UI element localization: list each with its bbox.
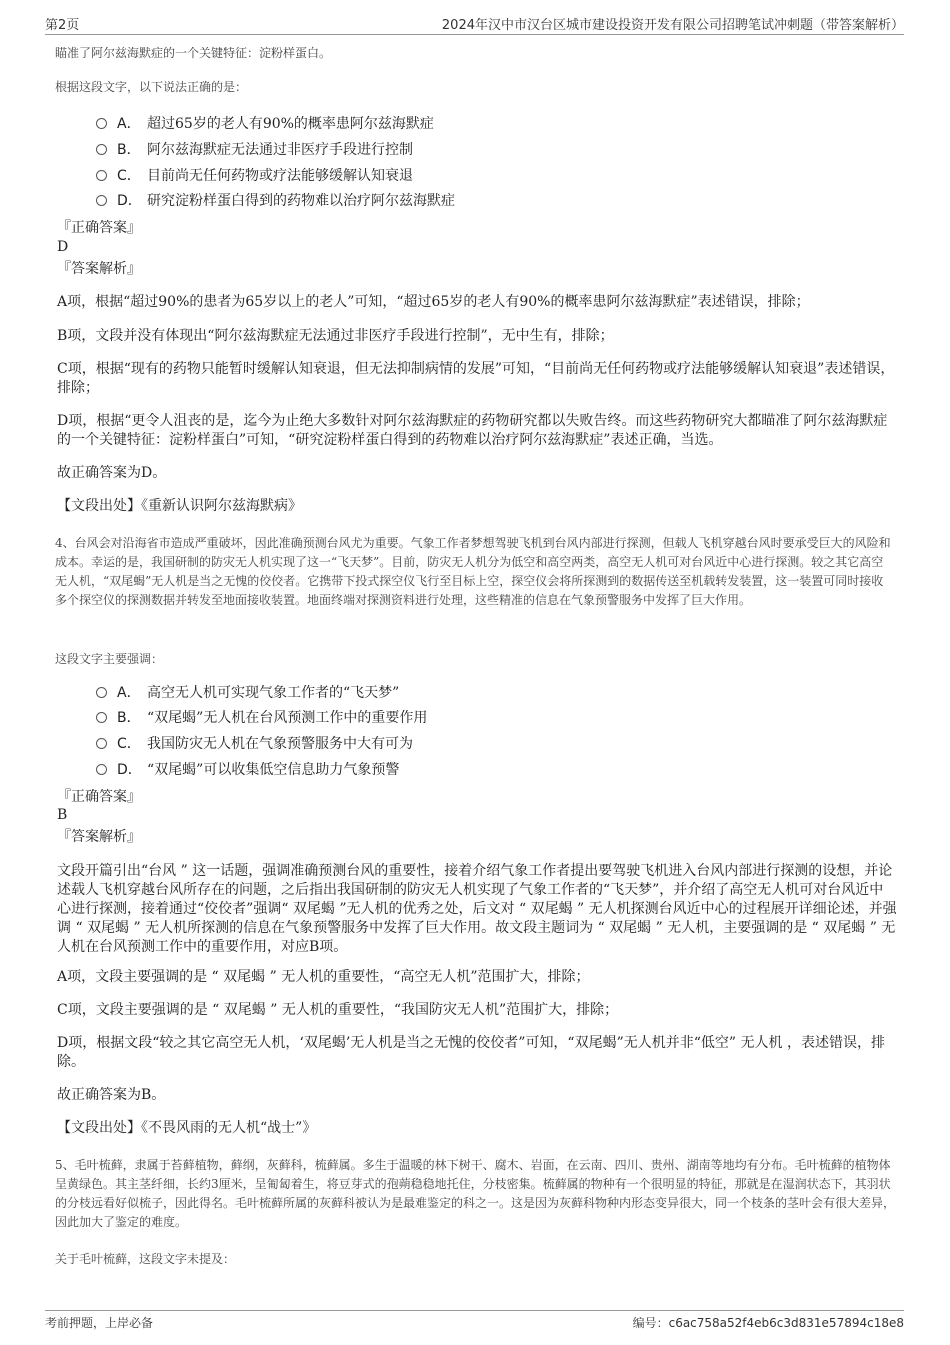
radio-icon[interactable]: [96, 764, 107, 775]
q4-answer-label: 『正确答案』: [57, 789, 141, 805]
q3-conclusion: 故正确答案为D。: [57, 465, 167, 481]
radio-icon[interactable]: [96, 738, 107, 749]
q5-stem: 5、毛叶梳藓，隶属于苔藓植物，藓纲，灰藓科，梳藓属。多生于温暖的林下树干、腐木、岩面，在云南、四川、贵州、湖南等地均有分布。毛叶梳藓的植物体呈黄绿色。其主茎纤细，长约3厘米，呈匍匐着生，将豆芽式的孢蒴稳稳地托住，分枝密集。梳藓属的物种有一个很明显的特征，那就是在湿润状态下，其羽状的分枝远看好似梳子，因此得名。毛叶梳藓所属的灰藓科被认为是最难鉴定的科之一。这是因为灰藓科物种内形态变异很大，同一个枝条的茎叶会有很大差异，因此加大了鉴定的难度。: [55, 1158, 896, 1229]
q4-option-c[interactable]: C． 我国防灾无人机在气象预警服务中大有可为: [96, 734, 413, 754]
q4-source: 【文段出处】《不畏风雨的无人机“战士”》: [57, 1120, 317, 1136]
q3-prompt: 根据这段文字，以下说法正确的是：: [55, 80, 248, 94]
q4-prompt: 这段文字主要强调：: [55, 652, 164, 666]
q3-analysis-d: D项，根据“更令人沮丧的是，迄今为止绝大多数针对阿尔兹海默症的药物研究都以失败告终。而这些药物研究大都瞄准了阿尔兹海默症的一个关键特征：淀粉样蛋白”可知，“研究淀粉样蛋白得到的药物难以治疗阿尔兹海默症”表述正确，当选。: [57, 413, 888, 448]
radio-icon[interactable]: [96, 712, 107, 723]
q3-source: 【文段出处】《重新认识阿尔兹海默病》: [57, 498, 302, 514]
q3-option-d[interactable]: D． 研究淀粉样蛋白得到的药物难以治疗阿尔兹海默症: [96, 191, 455, 211]
page-number: 第2页: [45, 18, 80, 33]
q3-analysis-c: C项，根据“现有的药物只能暂时缓解认知衰退，但无法抑制病情的发展”可知，“目前尚无任何药物或疗法能够缓解认知衰退”表述错误，排除；: [57, 361, 895, 396]
q4-option-d[interactable]: D． “双尾蝎”可以收集低空信息助力气象预警: [96, 760, 399, 780]
radio-icon[interactable]: [96, 118, 107, 129]
radio-icon[interactable]: [96, 195, 107, 206]
q3-context-tail: 瞄准了阿尔兹海默症的一个关键特征：淀粉样蛋白。: [55, 46, 332, 60]
document-title: 2024年汉中市汉台区城市建设投资开发有限公司招聘笔试冲刺题（带答案解析）: [441, 18, 904, 33]
footer-slogan: 考前押题，上岸必备: [45, 1316, 154, 1330]
q4-conclusion: 故正确答案为B。: [57, 1087, 166, 1103]
radio-icon[interactable]: [96, 144, 107, 155]
q3-answer: D: [57, 239, 69, 255]
radio-icon[interactable]: [96, 687, 107, 698]
q3-answer-label: 『正确答案』: [57, 220, 141, 236]
q3-option-c[interactable]: C． 目前尚无任何药物或疗法能够缓解认知衰退: [96, 166, 413, 186]
q3-option-b[interactable]: B． 阿尔兹海默症无法通过非医疗手段进行控制: [96, 140, 413, 160]
q4-option-a[interactable]: A． 高空无人机可实现气象工作者的“飞天梦”: [96, 683, 399, 703]
q4-analysis-a: A项，文段主要强调的是 “ 双尾蝎 ” 无人机的重要性，“高空无人机”范围扩大，排除；: [57, 969, 590, 985]
q4-option-b[interactable]: B． “双尾蝎”无人机在台风预测工作中的重要作用: [96, 708, 427, 728]
q3-analysis-b: B项，文段并没有体现出“阿尔兹海默症无法通过非医疗手段进行控制”，无中生有，排除；: [57, 328, 614, 344]
document-code: 编号：c6ac758a52f4eb6c3d831e57894c18e8: [632, 1316, 904, 1330]
q3-option-a[interactable]: A． 超过65岁的老人有90%的概率患阿尔兹海默症: [96, 114, 434, 134]
q4-analysis-d: D项，根据文段“较之其它高空无人机，‘双尾蝎’无人机是当之无愧的佼佼者”可知，“双尾蝎”无人机并非“低空” 无人机 ，表述错误，排除。: [57, 1035, 885, 1070]
q5-prompt: 关于毛叶梳藓，这段文字未提及：: [55, 1252, 236, 1266]
q4-answer: B: [57, 807, 68, 823]
q4-stem: 4、台风会对沿海省市造成严重破坏，因此准确预测台风尤为重要。气象工作者梦想驾驶飞机到台风内部进行探测，但载人飞机穿越台风时要承受巨大的风险和成本。幸运的是，我国研制的防灾无人机实现了这一“飞天梦”。目前，防灾无人机分为低空和高空两类，高空无人机可对台风近中心进行探测。较之其它高空无人机，“双尾蝎”无人机是当之无愧的佼佼者。它携带下投式探空仪飞行至目标上空，探空仪会将所探测到的数据传送至机载转发装置，这一装置可同时接收多个探空仪的探测数据并转发至地面接收装置。地面终端对探测资料进行处理，这些精准的信息在气象预警服务中发挥了巨大作用。: [55, 536, 891, 607]
q4-analysis-label: 『答案解析』: [57, 829, 141, 845]
q4-analysis-main: 文段开篇引出“台风 ” 这一话题，强调准确预测台风的重要性，接着介绍气象工作者提出要驾驶飞机进入台风内部进行探测的设想，并论述载人飞机穿越台风所存在的问题，之后指出我国研制的防灾无人机实现了气象工作者的“飞天梦”，并介绍了高空无人机可对台风近中心进行探测，接着通过“佼佼者”强调“ 双尾蝎 ”无人机的优秀之处，后文对 “ 双尾蝎 ” 无人机探测台风近中心的过程展开详细论述，并强调 “ 双尾蝎 ” 无人机所探测的信息在气象预警服务中发挥了巨大作用。故文段主题词为 “ 双尾蝎 ” 无人机，主要强调的是 “ 双尾蝎 ” 无人机在台风预测工作中的重要作用，对应B项。: [57, 863, 897, 955]
q3-analysis-label: 『答案解析』: [57, 261, 141, 277]
q4-analysis-c: C项，文段主要强调的是 “ 双尾蝎 ” 无人机的重要性，“我国防灾无人机”范围扩大，排除；: [57, 1002, 619, 1018]
q3-analysis-a: A项，根据“超过90%的患者为65岁以上的老人”可知，“超过65岁的老人有90%的概率患阿尔兹海默症”表述错误，排除；: [57, 294, 810, 310]
page-header: [45, 12, 904, 35]
radio-icon[interactable]: [96, 170, 107, 181]
page-footer: [45, 1310, 904, 1335]
